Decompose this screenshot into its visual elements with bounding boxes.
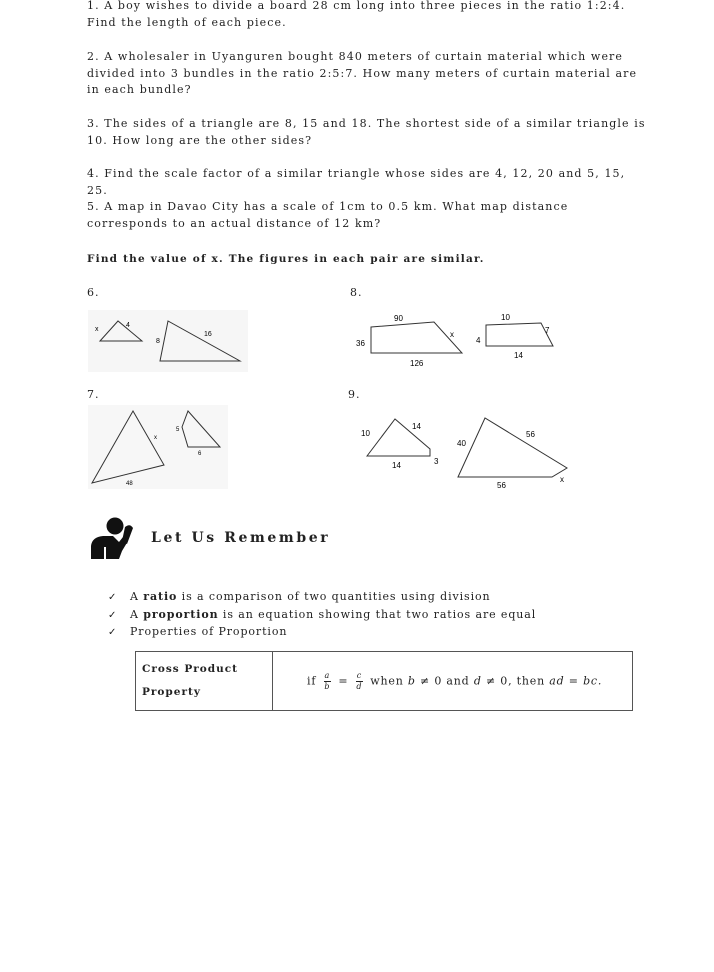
fig6-label-16: 16 (204, 331, 212, 338)
fig6-label-8: 8 (156, 338, 160, 345)
question-1: 1. A boy wishes to divide a board 28 cm long into three pieces in the ratio 1:2:4. Find the length of each piece. (87, 0, 626, 29)
question-5: 5. A map in Davao City has a scale of 1cm to 0.5 km. What map distance corresponds to an actual distance of 12 km? (87, 200, 569, 230)
list-item (108, 589, 536, 607)
formula-ad: ad (549, 674, 565, 687)
fig7-label-48: 48 (126, 481, 133, 487)
frac-den: d (356, 681, 363, 691)
cross-product-property-table (135, 651, 633, 711)
remember-list (108, 589, 536, 642)
check-icon: ✓ (108, 627, 118, 638)
bullet-text: is a comparison of two quantities using division (177, 590, 491, 603)
check-icon: ✓ (108, 609, 118, 621)
property-name-cell (136, 652, 273, 711)
fig8-label-x: x (450, 330, 454, 339)
small-quadrilateral (486, 323, 553, 346)
fig9-label-40: 40 (457, 439, 466, 448)
fig8-label-36: 36 (356, 339, 365, 348)
fig9-label-x: x (560, 475, 564, 484)
formula-bc: bc. (583, 674, 603, 687)
formula-if: if (307, 674, 317, 687)
let-us-remember-heading: Let Us Remember (151, 530, 331, 546)
formula-neq-and: ≠ 0 and (420, 674, 470, 687)
fig8-label-14: 14 (514, 351, 523, 360)
bullet-text: A (130, 607, 144, 621)
formula-equals-2: = (568, 674, 579, 687)
fig7-label-5: 5 (176, 427, 180, 433)
fig6-label-x: x (95, 326, 99, 333)
large-quadrilateral (371, 322, 462, 353)
figure-7-number: 7. (87, 388, 100, 401)
property-name-line2: Property (142, 686, 201, 698)
figure-7-diagram (88, 405, 228, 489)
fig9-label-10: 10 (361, 429, 370, 438)
question-3: 3. The sides of a triangle are 8, 15 and 18. The shortest side of a similar triangle is 10. How long are the other sides? (87, 117, 646, 147)
fig6-label-4: 4 (126, 322, 130, 329)
fig9-label-56-top: 56 (526, 430, 535, 439)
frac-num: a (324, 670, 331, 680)
fig7-label-x: x (154, 435, 157, 441)
fig8-label-90: 90 (394, 314, 403, 323)
fraction-c-over-d (356, 671, 363, 692)
bullet-text: Properties of Proportion (130, 625, 288, 638)
instruction: Find the value of x. The figures in each pair are similar. (87, 253, 485, 265)
frac-num: c (356, 670, 362, 680)
list-item (108, 624, 536, 642)
formula-when: when (370, 674, 404, 687)
figure-6-diagram (88, 310, 248, 372)
bullet-bold: proportion (143, 607, 219, 621)
formula-b: b (407, 674, 416, 687)
frac-den: b (324, 681, 331, 691)
fig9-label-14-bottom: 14 (392, 461, 401, 470)
figure-8-number: 8. (350, 286, 363, 299)
fig9-label-14-top: 14 (412, 422, 421, 431)
figure-9-diagram (355, 410, 575, 494)
bullet-bold: ratio (143, 590, 178, 603)
fig8-label-126: 126 (410, 359, 424, 368)
bullet-text: A (130, 590, 144, 603)
fraction-a-over-b (324, 671, 332, 692)
figure-8-diagram (350, 308, 565, 370)
question-4: 4. Find the scale factor of a similar triangle whose sides are 4, 12, 20 and 5, 15, 25. (87, 167, 626, 197)
fig7-label-6: 6 (198, 451, 202, 457)
formula-d: d (473, 674, 482, 687)
list-item (108, 607, 536, 625)
formula-equals: = (338, 674, 349, 687)
figure-9-number: 9. (348, 388, 361, 401)
fig8-label-4: 4 (476, 336, 481, 345)
fig8-label-10: 10 (501, 313, 510, 322)
property-name-line1: Cross Product (142, 663, 239, 675)
fig8-label-7: 7 (545, 326, 550, 335)
figure-6-number: 6. (87, 286, 100, 299)
bullet-text: is an equation showing that two ratios are equal (218, 607, 537, 621)
check-icon: ✓ (108, 592, 118, 603)
question-2: 2. A wholesaler in Uyanguren bought 840 meters of curtain material which were divided into 3 bundles in the ratio 2:5:7. How many meters of curtain material are in each bundle? (87, 50, 638, 96)
property-formula-cell (273, 652, 633, 711)
fig9-label-56-bottom: 56 (497, 481, 506, 490)
formula-neq-then: ≠ 0, then (485, 674, 545, 687)
thinking-person-icon (89, 515, 141, 559)
large-quadrilateral (458, 418, 567, 477)
fig9-label-3: 3 (434, 457, 439, 466)
